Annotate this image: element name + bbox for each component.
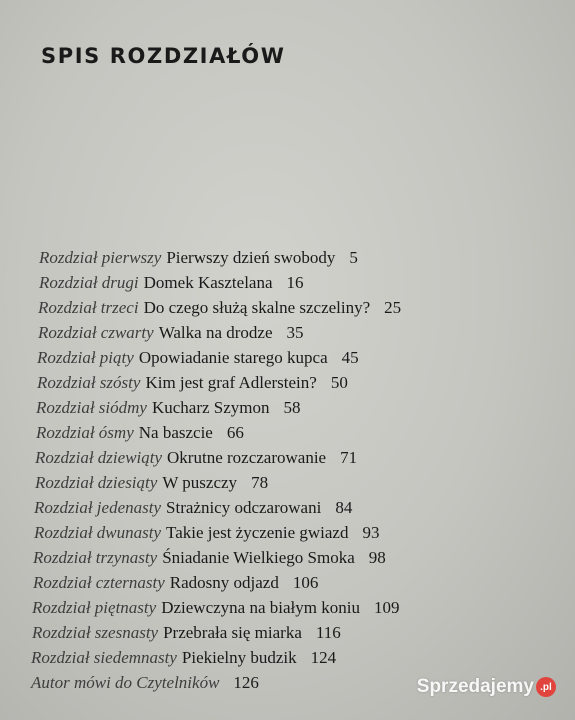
toc-chapter-label: Rozdział piętnasty: [32, 598, 157, 617]
toc-entry: [34, 497, 352, 518]
toc-entry: [36, 397, 301, 418]
toc-chapter-title: Dziewczyna na białym koniu: [161, 598, 360, 617]
toc-page-number: 5: [349, 248, 358, 267]
toc-chapter-label: Rozdział szósty: [37, 373, 141, 392]
toc-entry: [35, 472, 268, 493]
toc-chapter-label: Rozdział siódmy: [36, 398, 147, 417]
toc-chapter-title: Kim jest graf Adlerstein?: [145, 373, 317, 392]
toc-chapter-title: Śniadanie Wielkiego Smoka: [162, 548, 355, 567]
toc-entry: [34, 522, 379, 543]
toc-page-number: 106: [292, 573, 319, 592]
page-title: SPIS ROZDZIAŁÓW: [41, 44, 286, 69]
toc-entry: [37, 347, 359, 368]
toc-entry: [33, 572, 318, 593]
toc-entry: [38, 297, 401, 318]
toc-chapter-title: Walka na drodze: [158, 323, 273, 342]
toc-chapter-label: Rozdział drugi: [39, 273, 139, 292]
toc-page-number: 109: [373, 598, 400, 617]
toc-page-number: 71: [340, 448, 358, 467]
toc-chapter-label: Rozdział ósmy: [36, 423, 134, 442]
toc-page-number: 78: [251, 473, 269, 492]
toc-page-number: 116: [315, 623, 341, 642]
toc-chapter-label: Rozdział szesnasty: [32, 623, 159, 642]
toc-chapter-title: W puszczy: [162, 473, 238, 492]
toc-chapter-label: Rozdział dwunasty: [34, 523, 162, 542]
toc-entry: [38, 322, 304, 343]
toc-chapter-title: Takie jest życzenie gwiazd: [166, 523, 349, 542]
toc-page-number: 25: [384, 298, 402, 317]
toc-chapter-title: Strażnicy odczarowani: [166, 498, 322, 517]
toc-entry: [37, 372, 348, 393]
toc-chapter-label: Rozdział dziesiąty: [35, 473, 158, 492]
toc-entry: [36, 422, 244, 443]
toc-page-number: 50: [330, 373, 348, 392]
toc-entry: [31, 672, 259, 693]
toc-chapter-title: Okrutne rozczarowanie: [167, 448, 327, 467]
toc-page-number: 16: [286, 273, 304, 292]
toc-entry: [39, 247, 358, 268]
toc-chapter-title: Na baszcie: [138, 423, 213, 442]
toc-page-number: 93: [362, 523, 380, 542]
toc-chapter-label: Autor mówi do Czytelników: [31, 673, 220, 692]
toc-page-number: 66: [226, 423, 244, 442]
toc-entry: [39, 272, 304, 293]
watermark-logo: [417, 674, 556, 700]
toc-page-number: 98: [368, 548, 386, 567]
toc-chapter-label: Rozdział siedemnasty: [31, 648, 177, 667]
toc-chapter-label: Rozdział trzeci: [38, 298, 139, 317]
toc-chapter-label: Rozdział czternasty: [33, 573, 165, 592]
toc-entry: [33, 547, 386, 568]
toc-entry: [35, 447, 357, 468]
toc-chapter-label: Rozdział pierwszy: [39, 248, 162, 267]
toc-chapter-label: Rozdział dziewiąty: [35, 448, 163, 467]
toc-chapter-title: Opowiadanie starego kupca: [138, 348, 328, 367]
toc-page-number: 126: [233, 673, 259, 692]
toc-chapter-title: Piekielny budzik: [181, 648, 297, 667]
toc-chapter-title: Kucharz Szymon: [151, 398, 270, 417]
toc-page-number: 35: [286, 323, 304, 342]
toc-entry: [32, 597, 399, 618]
toc-page-number: 45: [341, 348, 359, 367]
toc-page-number: 58: [283, 398, 301, 417]
watermark-text: Sprzedajemy: [416, 676, 534, 697]
toc-chapter-title: Przebrała się miarka: [163, 623, 302, 642]
toc-chapter-label: Rozdział trzynasty: [33, 548, 158, 567]
toc-chapter-title: Pierwszy dzień swobody: [166, 248, 336, 267]
toc-chapter-label: Rozdział piąty: [37, 348, 134, 367]
toc-page-number: 84: [335, 498, 353, 517]
toc-chapter-title: Do czego służą skalne szczeliny?: [143, 298, 371, 317]
toc-page-number: 124: [310, 648, 337, 667]
toc-chapter-title: Domek Kasztelana: [143, 273, 273, 292]
watermark-badge: .pl: [536, 677, 556, 697]
toc-chapter-label: Rozdział jedenasty: [34, 498, 162, 517]
toc-entry: [32, 622, 341, 643]
toc-chapter-label: Rozdział czwarty: [38, 323, 154, 342]
toc-chapter-title: Radosny odjazd: [169, 573, 279, 592]
toc-entry: [31, 647, 336, 668]
